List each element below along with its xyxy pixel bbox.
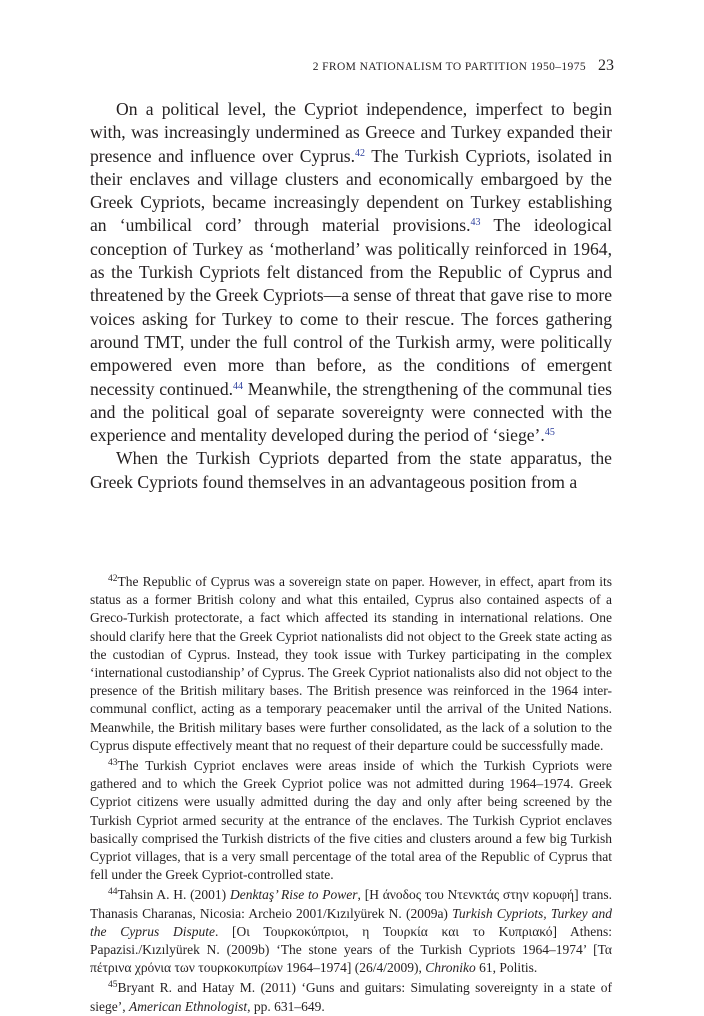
paragraph-1-text-4: Meanwhile, the strengthening of the communal ties and the political goal of separate sovereignty were connected with the experience and mentality developed during the period of ‘siege’.	[90, 378, 612, 446]
main-text	[90, 98, 612, 494]
footnote-text: Bryant R. and Hatay M. (2011) ‘Guns and guitars: Simulating sovereignty in a state of siege’,	[90, 980, 612, 1014]
footnote-number: 45	[108, 980, 118, 991]
paragraph-1-text-2: The Turkish Cypriots, isolated in their enclaves and village clusters and economically embargoed by the Greek Cypriots, became increasingly dependent on Turkey establishing an ‘umbilical cord’ through material provisions.	[90, 145, 612, 236]
footnote-text: The Turkish Cypriot enclaves were areas inside of which the Turkish Cypriots were gathered and to which the Greek Cypriot police was not admitted during 1964–1974. Greek Cypriot citizens were usually admitted during the day and only after being screened by the Turkish Cypriot armed security at the entrance of the enclaves. The Turkish Cypriot enclaves basically comprised the Turkish districts of the five cities and clusters around a few big Turkish Cypriot villages, that is a very small percentage of the total area of the Republic of Cyprus that fell under the Greek Cypriot-controlled state.	[90, 758, 612, 883]
footnote-number: 43	[108, 758, 118, 769]
footnotes	[90, 573, 612, 1016]
footnote-text: . [Οι Τουρκοκύπριοι, η Τουρκία και το Κυπριακό] Athens: Papazisi./Kızılyürek N. (2009b) ‘The stone years of the Turkish Cypriots 1964–1974’ [Τα πέτρινα χρόνια των τουρκοκυπρίων 1964–1974] (26/4/2009),	[90, 923, 612, 976]
paragraph-2: When the Turkish Cypriots departed from the state apparatus, the Greek Cypriots found themselves in an advantageous position from a	[90, 448, 612, 492]
footnote-number: 44	[108, 887, 118, 898]
paragraph-1	[90, 98, 612, 447]
footnote-ref-43[interactable]: 43	[470, 217, 481, 229]
footnote-ref-45[interactable]: 45	[544, 427, 555, 439]
footnote-ref-42[interactable]: 42	[355, 147, 366, 159]
running-head-title: 2 FROM NATIONALISM TO PARTITION 1950–1975	[312, 61, 586, 73]
footnote-text: , [Η άνοδος του Ντενκτάς στην κορυφή] trans. Thanasis Charanas, Nicosia: Archeio 2001/Kızılyürek N. (2009a)	[90, 887, 613, 921]
page-number: 23	[598, 57, 614, 74]
footnote-42	[90, 573, 612, 755]
paragraph-1-text-3: The ideological conception of Turkey as ‘motherland’ was politically reinforced in 1964, as the Turkish Cypriots felt distanced from the Republic of Cyprus and threatened by the Greek Cypriots—a sense of threat that gave rise to more voices asking for Turkey to come to their rescue. The forces gathering around TMT, under the full control of the Turkish army, were politically empowered even more than before, as the conditions of emergent necessity continued.	[90, 215, 612, 399]
journal-title: American Ethnologist	[128, 998, 248, 1014]
footnote-text: Tahsin A. H. (2001)	[117, 887, 230, 903]
publication-title-chroniko: Chroniko	[425, 960, 476, 976]
footnote-44	[90, 886, 612, 977]
book-title-turkish-cypriots: Turkish Cypriots, Turkey and the Cyprus Dispute	[90, 905, 613, 939]
footnote-ref-44[interactable]: 44	[233, 380, 244, 392]
footnote-43	[90, 757, 612, 884]
footnote-text: 61, Politis.	[475, 960, 538, 976]
footnote-45	[90, 979, 612, 1015]
footnote-number: 42	[108, 574, 118, 584]
paragraph-1-text-1: On a political level, the Cypriot independence, imperfect to begin with, was increasingly undermined as Greece and Turkey expanded their presence and influence over Cyprus.	[90, 99, 612, 166]
footnote-text: The Republic of Cyprus was a sovereign state on paper. However, in effect, apart from its status as a former British colony and what this entailed, Cyprus also contained aspects of a Greco-Turkish protectorate, a fact which affected its standing in international relations. One should clarify here that the Greek Cypriot nationalists did not object to the Greek state acting as the custodian of Cyprus. Instead, they took issue with Turkey participating in the complex ‘international custodianship’ of Cyprus. The Greek Cypriot nationalists also did not object to the presence of the British military bases. The British presence was reinforced in the 1964 inter-communal conflict, acting as a temporary peacemaker until the arrival of the United Nations. Meanwhile, the British military bases were further consolidated, as the lack of a solution to the Cyprus dispute effectively meant that no request of their departure could be successfully made.	[90, 574, 612, 753]
book-title-denktas: Denktaş’ Rise to Power	[229, 887, 358, 903]
running-header	[0, 57, 704, 79]
footnote-text: , pp. 631–649.	[247, 998, 325, 1014]
